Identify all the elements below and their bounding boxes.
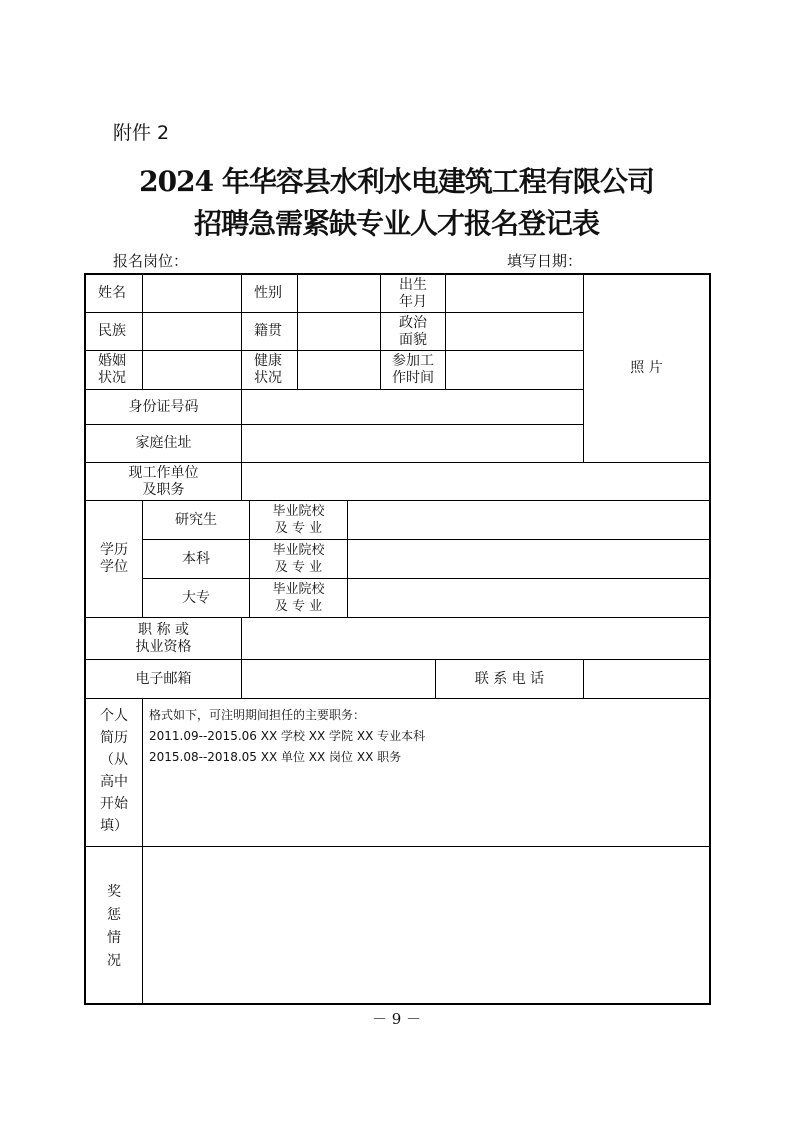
marital-status-label: 婚姻 状况 [98, 353, 126, 386]
address-field[interactable] [242, 425, 583, 462]
graduate-school-label: 毕业院校 及 专 业 [272, 504, 325, 536]
position-label: 报名岗位： [113, 252, 189, 270]
native-place-field[interactable] [298, 313, 380, 350]
resume-field[interactable] [143, 699, 709, 846]
resume-instruction: 格式如下，可注明期间担任的主要职务： [149, 708, 366, 722]
work-start-label: 参加工 作时间 [392, 353, 434, 386]
page-number: － 9 － [371, 1010, 422, 1028]
id-number-label: 身份证号码 [128, 398, 199, 415]
native-place-label: 籍贯 [254, 323, 282, 339]
bachelor-school-field[interactable] [348, 540, 709, 578]
birth-date-label: 出生 年月 [399, 276, 427, 310]
gender-label: 性别 [254, 285, 282, 301]
title-qualification-field[interactable] [242, 618, 709, 659]
health-label: 健康 状况 [254, 353, 282, 386]
rewards-label: 奖 惩 情 况 [107, 884, 121, 969]
email-label: 电子邮箱 [135, 670, 192, 687]
date-label: 填写日期： [507, 252, 583, 270]
graduate-school-field[interactable] [348, 501, 709, 539]
gender-field[interactable] [298, 275, 380, 312]
political-status-field[interactable] [446, 313, 583, 350]
birth-date-field[interactable] [446, 275, 583, 312]
ethnicity-label: 民族 [98, 323, 126, 339]
political-status-label: 政治 面貌 [399, 314, 427, 348]
resume-label: 个人 简历 （从 高中 开始 填） [100, 708, 128, 834]
education-label: 学历 学位 [100, 542, 128, 575]
resume-example-line: 2011.09--2015.06 XX 学校 XX 学院 XX 专业本科 [149, 729, 426, 743]
bachelor-label: 本科 [182, 550, 210, 567]
ethnicity-field[interactable] [143, 313, 241, 350]
address-label: 家庭住址 [135, 435, 192, 451]
table-border-right [709, 273, 711, 1005]
college-school-label: 毕业院校 及 专 业 [272, 582, 325, 614]
college-label: 大专 [182, 589, 210, 606]
college-school-field[interactable] [348, 579, 709, 617]
name-label: 姓名 [98, 285, 126, 301]
photo-box[interactable]: 照 片 [630, 360, 663, 376]
attachment-label: 附件 2 [113, 122, 170, 144]
table-border-bottom [84, 1003, 711, 1005]
health-field[interactable] [298, 351, 380, 389]
name-field[interactable] [143, 275, 241, 312]
marital-status-field[interactable] [143, 351, 241, 389]
current-job-label: 现工作单位 及职务 [128, 464, 199, 498]
phone-field[interactable] [584, 660, 709, 698]
graduate-label: 研究生 [175, 511, 217, 528]
form-title-line-2: 招聘急需紧缺专业人才报名登记表 [193, 207, 599, 240]
form-title-line-1: 2024 年华容县水利水电建筑工程有限公司 [139, 165, 654, 198]
registration-form-table [84, 273, 711, 1005]
email-field[interactable] [242, 660, 435, 698]
id-number-field[interactable] [242, 390, 583, 424]
title-qualification-label: 职 称 或 执业资格 [135, 621, 192, 655]
resume-example-line: 2015.08--2018.05 XX 单位 XX 岗位 XX 职务 [149, 750, 402, 764]
work-start-field[interactable] [446, 351, 583, 389]
bachelor-school-label: 毕业院校 及 专 业 [272, 543, 325, 575]
phone-label: 联 系 电 话 [474, 670, 545, 687]
rewards-field[interactable] [143, 847, 709, 1003]
current-job-field[interactable] [242, 463, 709, 500]
